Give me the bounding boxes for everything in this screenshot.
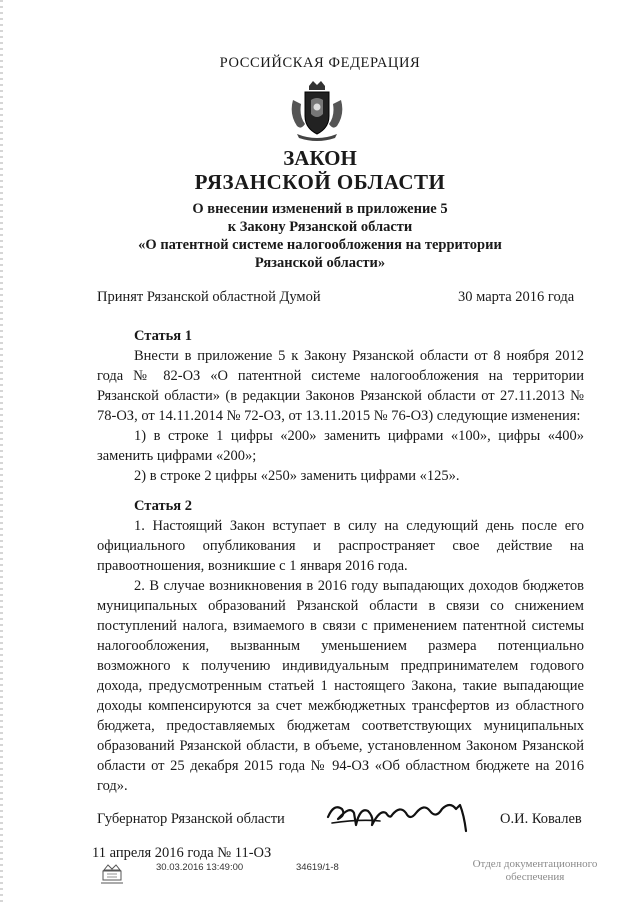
article-2-heading: Статья 2	[134, 498, 192, 514]
scan-edge-marks	[0, 0, 3, 905]
department-stamp: Отдел документационного обеспечения	[472, 858, 598, 883]
governor-name: О.И. Ковалев	[500, 811, 582, 827]
law-title	[0, 146, 640, 194]
law-title-line1: ЗАКОН	[283, 146, 357, 170]
coat-of-arms-icon	[287, 80, 347, 142]
registry-stamp-icon	[98, 862, 126, 886]
adoption-date: 30 марта 2016 года	[458, 289, 575, 305]
stamp-datetime: 30.03.2016 13:49:00	[156, 862, 244, 873]
article-1-heading: Статья 1	[134, 328, 192, 344]
subtitle-line: Рязанской области»	[254, 255, 386, 271]
article-2	[97, 496, 584, 796]
article-2-paragraph: 2. В случае возникновения в 2016 году выпадающих доходов бюджетов муниципальных образований Рязанской области в связи со снижением поступлений налога, взимаемого в связи с применением патентной системы налогообложения, вызванным уменьшением размера потенциально возможного к получению индивидуальным предпринимателем годового дохода, предусмотренным статьей 1 настоящего Закона, такие выпадающие доходы компенсируются за счет межбюджетных трансфертов из областного бюджета, предоставляемых бюджетам соответствующих муниципальных образований Рязанской области, в объеме, установленном Законом Рязанской области от 25 декабря 2015 года № 94-ОЗ «Об областном бюджете на 2016 год».	[97, 578, 584, 794]
adopted-by: Принят Рязанской областной Думой	[97, 289, 321, 305]
law-date-number: 11 апреля 2016 года № 11-ОЗ	[92, 845, 272, 861]
law-subtitle	[0, 200, 640, 272]
subtitle-line: «О патентной системе налогообложения на территории	[138, 237, 502, 253]
handwritten-signature-icon	[320, 795, 490, 835]
article-2-paragraph: 1. Настоящий Закон вступает в силу на следующий день после его официального опубликования и распространяет свое действие на правоотношения, возникшие с 1 января 2016 года.	[97, 518, 584, 574]
subtitle-line: О внесении изменений в приложение 5	[192, 201, 448, 217]
subtitle-line: к Закону Рязанской области	[227, 219, 413, 235]
article-1	[97, 326, 584, 486]
law-title-line2: РЯЗАНСКОЙ ОБЛАСТИ	[194, 170, 446, 194]
governor-title: Губернатор Рязанской области	[97, 811, 285, 827]
stamp-number: 34619/1-8	[296, 862, 339, 873]
country-header: РОССИЙСКАЯ ФЕДЕРАЦИЯ	[219, 55, 421, 71]
article-1-paragraph: 2) в строке 2 цифры «250» заменить цифрами «125».	[134, 468, 460, 484]
article-1-paragraph: Внести в приложение 5 к Закону Рязанской области от 8 ноября 2012 года № 82-ОЗ «О патентной системе налогообложения на территории Рязанской области» (в редакции Законов Рязанской области от 27.11.2013 № 78-ОЗ, от 14.11.2014 № 72-ОЗ, от 13.11.2015 № 76-ОЗ) следующие изменения:	[97, 348, 584, 424]
article-1-paragraph: 1) в строке 1 цифры «200» заменить цифрами «100», цифры «400» заменить цифрами «200»;	[97, 428, 584, 464]
